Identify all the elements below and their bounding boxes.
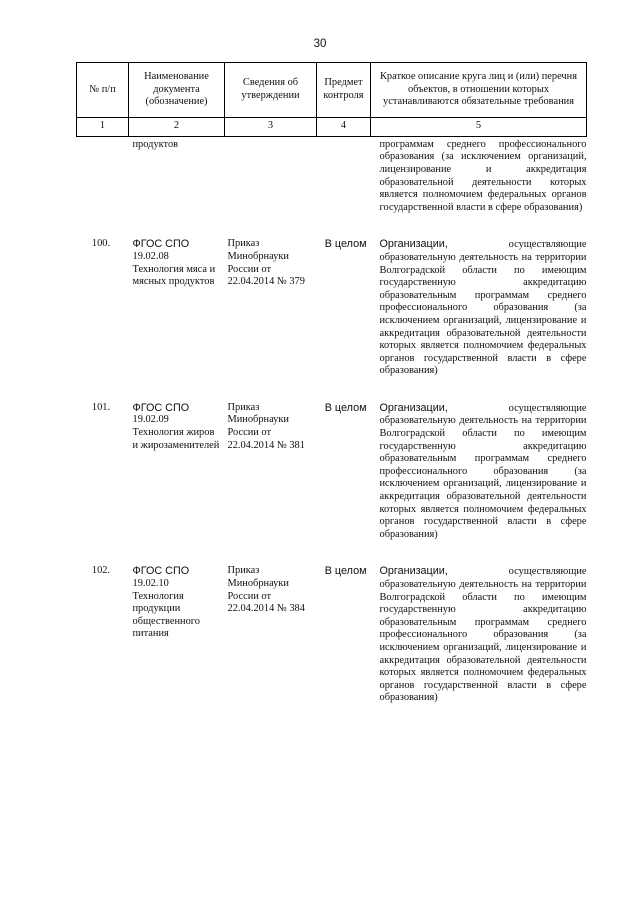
header-approval: Сведения об утверждении	[225, 63, 317, 118]
document-name	[129, 228, 225, 392]
scope-description	[371, 392, 587, 556]
document-code: 19.02.08 Технология мяса и мясных продуктов	[132, 250, 216, 288]
table-row	[77, 228, 587, 392]
column-number: 2	[129, 117, 225, 136]
column-number: 1	[77, 117, 129, 136]
control-subject: В целом	[324, 565, 367, 578]
scope-description	[371, 228, 587, 392]
document-code: 19.02.10 Технология продукции общественного питания	[132, 578, 200, 640]
row-number: 102.	[91, 565, 111, 577]
header-num: № п/п	[77, 63, 129, 118]
scope-text: осуществляющие образовательную деятельность на территории Волгоградской области по имеющим государственную аккредитацию образовательным программам среднего профессионального образования (за исключением организаций, лицензирование и аккредитация образовательной деятельности которых является полномочием федеральных органов государственной власти в сфере образования)	[379, 239, 587, 377]
header-row	[77, 63, 587, 118]
scope-first-word: Организации,	[379, 565, 448, 578]
document-code: 19.02.09 Технология жиров и жирозаменителей	[132, 414, 220, 451]
continuation-desc: программам среднего профессионального образования (за исключением организаций, лицензирование и аккредитация образовательной деятельности которых является полномочием федеральных органов государственной власти в сфере образования)	[379, 138, 587, 213]
column-number-row	[77, 117, 587, 136]
scope-first-word: Организации,	[379, 238, 448, 251]
document-title: ФГОС СПО	[132, 401, 190, 414]
approval-info: Приказ Минобрнауки России от 22.04.2014 № 384	[227, 565, 305, 615]
header-subject: Предмет контроля	[317, 63, 371, 118]
document-name	[129, 392, 225, 556]
page-number: 30	[313, 38, 327, 50]
row-number: 101.	[91, 401, 111, 413]
scope-description	[371, 555, 587, 719]
control-subject: В целом	[324, 238, 367, 251]
header-description: Краткое описание круга лиц и (или) перечня объектов, в отношении которых устанавливаются обязательные требования	[371, 63, 587, 118]
continuation-row	[77, 136, 587, 228]
column-number: 5	[371, 117, 587, 136]
scope-text: осуществляющие образовательную деятельность на территории Волгоградской области по имеющим государственную аккредитацию образовательным программам среднего профессионального образования (за исключением организаций, лицензирование и аккредитация образовательной деятельности которых является полномочием федеральных органов государственной власти в сфере образования)	[379, 402, 587, 540]
table-row	[77, 555, 587, 719]
scope-first-word: Организации,	[379, 401, 448, 414]
column-number: 3	[225, 117, 317, 136]
approval-info: Приказ Минобрнауки России от 22.04.2014 № 381	[227, 401, 305, 451]
scope-text: осуществляющие образовательную деятельность на территории Волгоградской области по имеющим государственную аккредитацию образовательным программам среднего профессионального образования (за исключением организаций, лицензирование и аккредитация образовательной деятельности которых является полномочием федеральных органов государственной власти в сфере образования)	[379, 566, 587, 704]
row-number: 100.	[91, 238, 111, 250]
approval-info: Приказ Минобрнауки России от 22.04.2014 № 379	[227, 238, 305, 288]
document-name	[129, 555, 225, 719]
table-row	[77, 392, 587, 556]
continuation-doc: продуктов	[132, 138, 179, 150]
control-subject: В целом	[324, 401, 367, 414]
document-title: ФГОС СПО	[132, 565, 190, 578]
document-title: ФГОС СПО	[132, 238, 190, 251]
column-number: 4	[317, 117, 371, 136]
header-name: Наименование документа (обозначение)	[129, 63, 225, 118]
requirements-table	[76, 62, 587, 719]
